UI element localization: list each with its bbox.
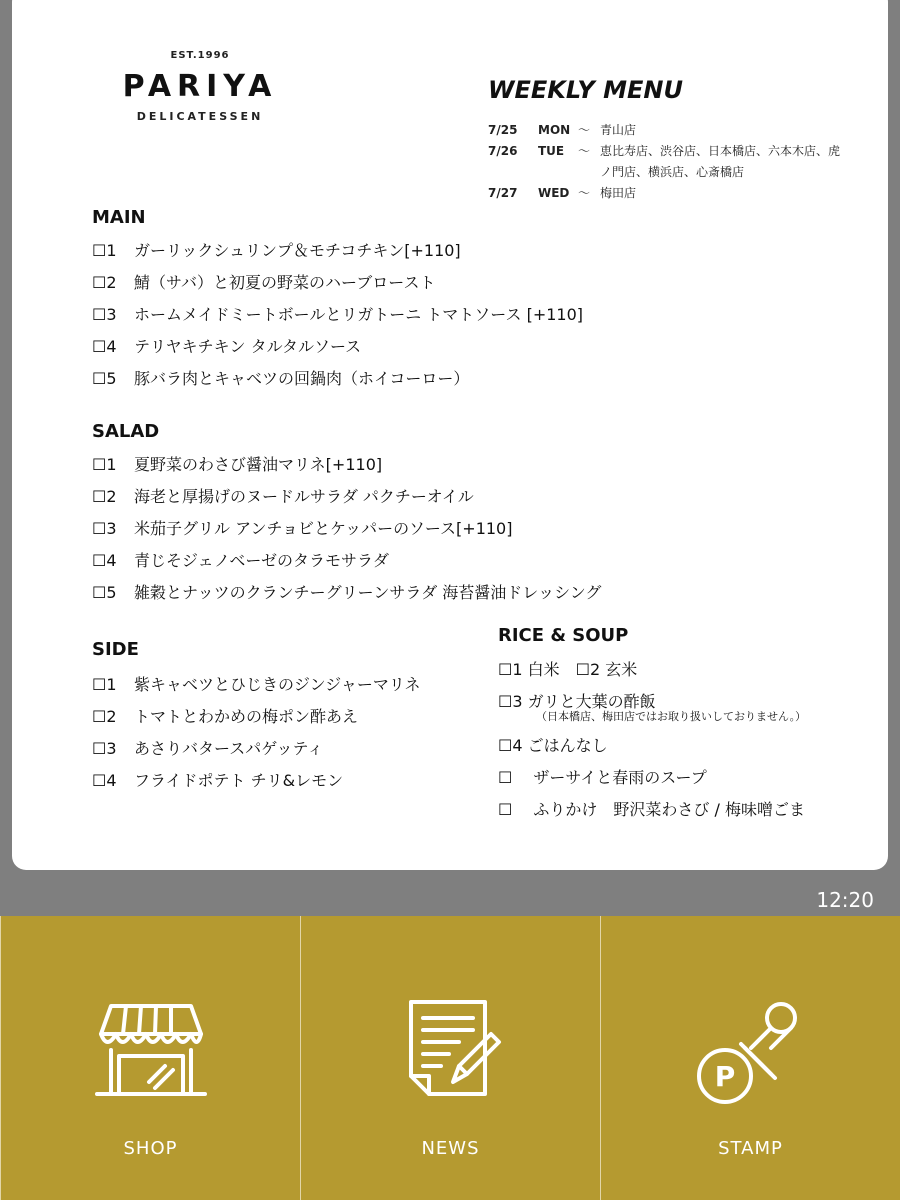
checkbox-number: ☐4	[92, 771, 117, 790]
checkbox-number: ☐2	[92, 707, 117, 726]
list-item	[92, 454, 601, 486]
logo-name: PARIYA	[122, 69, 278, 104]
logo-est: EST.1996	[170, 50, 230, 61]
salad-title: SALAD	[92, 421, 160, 442]
tab-stamp[interactable]	[601, 916, 900, 1200]
checkbox-number: ☐4	[92, 337, 117, 356]
item-text: トマトとわかめの梅ポン酢あえ	[134, 707, 359, 726]
item-text: ☐1 白米 ☐2 玄米	[498, 660, 638, 679]
weekly-title: WEEKLY MENU	[488, 76, 683, 104]
item-text: あさりバタースパゲッティ	[134, 739, 324, 758]
item-text: 海老と厚揚げのヌードルサラダ パクチーオイル	[134, 487, 474, 506]
list-item	[92, 240, 583, 272]
item-text: ホームメイドミートボールとリガトーニ トマトソース [+110]	[134, 305, 584, 324]
main-title: MAIN	[92, 207, 146, 228]
schedule-sep: 〜	[578, 123, 591, 137]
rice-soup-title: RICE & SOUP	[498, 625, 629, 646]
checkbox-number: ☐2	[92, 487, 117, 506]
item-text: テリヤキチキン タルタルソース	[134, 337, 362, 356]
item-text: ☐4 ごはんなし	[498, 736, 608, 755]
item-text: フライドポテト チリ&レモン	[134, 771, 344, 790]
tab-label: SHOP	[123, 1138, 178, 1159]
schedule-day: TUE	[538, 144, 565, 158]
shop-icon	[89, 996, 213, 1112]
list-item	[92, 706, 421, 738]
tab-label: NEWS	[421, 1138, 480, 1159]
item-note: （日本橋店、梅田店ではお取り扱いしておりません。）	[536, 710, 807, 723]
menu-card	[12, 0, 888, 870]
pariya-logo	[108, 50, 292, 123]
item-text: ☐ ザーサイと春雨のスープ	[498, 768, 707, 787]
timestamp: 12:20	[816, 888, 874, 912]
schedule-day: WED	[538, 186, 570, 200]
schedule-day: MON	[538, 123, 571, 137]
schedule-stores: 恵比寿店、渋谷店、日本橋店、六本木店、虎ノ門店、横浜店、心斎橋店	[600, 144, 841, 179]
rice-soup-list	[498, 659, 806, 831]
schedule-date: 7/25	[488, 123, 518, 137]
item-text: 青じそジェノベーゼのタラモサラダ	[134, 551, 389, 570]
list-item	[92, 518, 601, 550]
list-item	[92, 272, 583, 304]
item-text: 米茄子グリル アンチョビとケッパーのソース[+110]	[134, 519, 513, 538]
checkbox-number: ☐3	[92, 739, 117, 758]
item-text: 雑穀とナッツのクランチーグリーンサラダ 海苔醤油ドレッシング	[134, 583, 602, 602]
item-text: ☐3 ガリと大葉の酢飯	[498, 692, 656, 711]
logo-subtitle: DELICATESSEN	[136, 110, 264, 123]
list-item	[498, 767, 806, 799]
checkbox-number: ☐1	[92, 675, 117, 694]
schedule-sep: 〜	[578, 144, 591, 158]
checkbox-number: ☐1	[92, 241, 117, 260]
checkbox-number: ☐4	[92, 551, 117, 570]
item-text: 豚バラ肉とキャベツの回鍋肉（ホイコーロー）	[134, 369, 470, 388]
stamp-icon	[689, 996, 813, 1112]
item-text: 夏野菜のわさび醤油マリネ[+110]	[134, 455, 383, 474]
news-icon	[389, 996, 513, 1112]
list-item	[498, 735, 806, 767]
checkbox-number: ☐5	[92, 369, 117, 388]
main-list	[92, 240, 583, 400]
schedule-date: 7/26	[488, 144, 518, 158]
checkbox-number: ☐3	[92, 519, 117, 538]
checkbox-number: ☐2	[92, 273, 117, 292]
salad-list	[92, 454, 601, 614]
list-item	[92, 550, 601, 582]
schedule	[488, 120, 850, 204]
list-item	[92, 582, 601, 614]
svg-text:P: P	[714, 1060, 735, 1093]
tab-shop[interactable]	[0, 916, 301, 1200]
list-item	[498, 799, 806, 831]
schedule-row	[488, 141, 850, 183]
schedule-row	[488, 120, 850, 141]
list-item	[92, 738, 421, 770]
checkbox-number: ☐5	[92, 583, 117, 602]
schedule-stores: 梅田店	[600, 186, 637, 200]
tab-bar	[0, 916, 900, 1200]
item-text: 鯖（サバ）と初夏の野菜のハーブロースト	[134, 273, 436, 292]
schedule-stores: 青山店	[600, 123, 637, 137]
item-text: 紫キャベツとひじきのジンジャーマリネ	[134, 675, 421, 694]
side-title: SIDE	[92, 639, 139, 660]
schedule-row	[488, 183, 850, 204]
item-text: ガーリックシュリンプ＆モチコチキン[+110]	[134, 241, 461, 260]
schedule-sep: 〜	[578, 186, 591, 200]
list-item	[92, 336, 583, 368]
checkbox-number: ☐3	[92, 305, 117, 324]
weekly-menu	[488, 76, 850, 204]
side-list	[92, 674, 421, 802]
schedule-date: 7/27	[488, 186, 518, 200]
list-item	[498, 659, 806, 691]
list-item	[92, 770, 421, 802]
item-text: ☐ ふりかけ 野沢菜わさび / 梅味噌ごま	[498, 800, 805, 819]
list-item	[92, 486, 601, 518]
tab-news[interactable]	[301, 916, 601, 1200]
list-item	[92, 368, 583, 400]
list-item	[92, 304, 583, 336]
tab-label: STAMP	[718, 1138, 783, 1159]
list-item	[498, 691, 806, 735]
list-item	[92, 674, 421, 706]
checkbox-number: ☐1	[92, 455, 117, 474]
